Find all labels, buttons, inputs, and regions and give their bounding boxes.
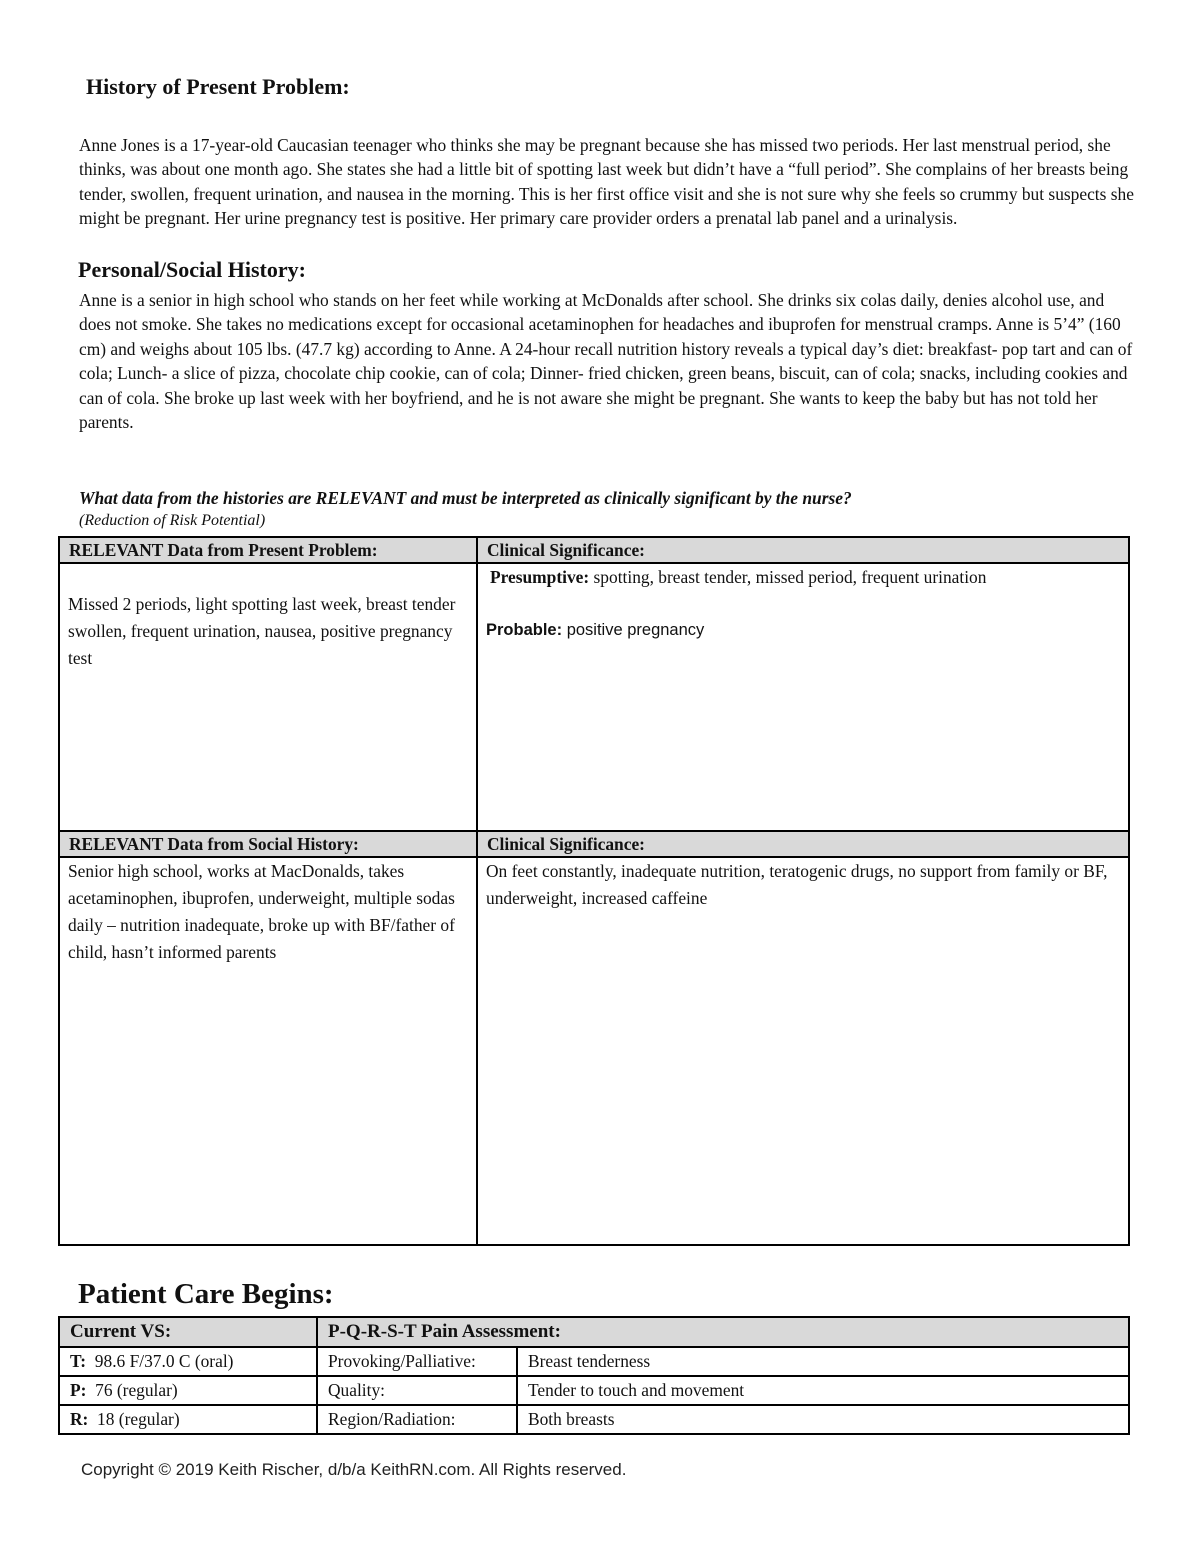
copyright-footer: Copyright © 2019 Keith Rischer, d/b/a KeithRN.com. All Rights reserved. (81, 1460, 627, 1479)
social-data-header: RELEVANT Data from Social History: (59, 831, 477, 857)
history-paragraph: Anne Jones is a 17-year-old Caucasian teenager who thinks she may be pregnant because she has missed two periods. Her last menstrual period, she thinks, was about one month ago. She states she had a little bit of spotting last week but didn’t have a “full period”. She complains of her breasts being tender, swollen, frequent urination, and nausea in the morning. This is her first office visit and she is not sure why she feels so crummy but suspects she might be pregnant. Her urine pregnancy test is positive. Her primary care provider orders a prenatal lab panel and a urinalysis. (79, 135, 1134, 229)
pain-label-cell: Quality: (317, 1376, 517, 1405)
vs-value: 76 (regular) (86, 1380, 178, 1400)
patient-care-heading: Patient Care Begins: (78, 1278, 334, 1310)
social-significance-cell[interactable] (477, 857, 1129, 1245)
social-heading: Personal/Social History: (78, 257, 306, 282)
present-significance-header: Clinical Significance: (477, 537, 1129, 563)
probable-text: positive pregnancy (562, 621, 705, 639)
presumptive-label: Presumptive: (490, 567, 590, 587)
social-data-text: Senior high school, works at MacDonalds, takes acetaminophen, ibuprofen, underweight, multiple sodas daily – nutrition inadequate, broke up with BF/father of child, hasn’t informed parents (68, 861, 455, 962)
vs-value: 98.6 F/37.0 C (oral) (86, 1351, 234, 1371)
pain-value-cell[interactable]: Both breasts (517, 1405, 1129, 1434)
vs-temp-cell[interactable] (59, 1347, 317, 1376)
history-heading: History of Present Problem: (86, 74, 350, 99)
pain-label-cell: Region/Radiation: (317, 1405, 517, 1434)
vs-header: Current VS: (59, 1317, 317, 1347)
relevant-data-table (58, 536, 1130, 1246)
vs-label: P: (70, 1380, 87, 1400)
vs-pulse-cell[interactable] (59, 1376, 317, 1405)
vs-label: R: (70, 1409, 89, 1429)
present-significance-cell[interactable] (477, 563, 1129, 831)
pain-header: P-Q-R-S-T Pain Assessment: (317, 1317, 1129, 1347)
care-row (59, 1347, 1129, 1376)
social-data-cell[interactable] (59, 857, 477, 1245)
social-significance-text: On feet constantly, inadequate nutrition, teratogenic drugs, no support from family or BF, underweight, increased caffeine (486, 861, 1108, 908)
probable-label: Probable: (486, 621, 563, 639)
vs-resp-cell[interactable] (59, 1405, 317, 1434)
relevance-question-subtitle: (Reduction of Risk Potential) (79, 512, 266, 529)
care-row (59, 1376, 1129, 1405)
care-row (59, 1405, 1129, 1434)
presumptive-text: spotting, breast tender, missed period, frequent urination (589, 567, 987, 587)
vs-value: 18 (regular) (88, 1409, 180, 1429)
pain-value-cell[interactable]: Tender to touch and movement (517, 1376, 1129, 1405)
vs-label: T: (70, 1351, 87, 1371)
pain-label-cell: Provoking/Palliative: (317, 1347, 517, 1376)
relevance-question: What data from the histories are RELEVANT and must be interpreted as clinically significant by the nurse? (79, 488, 852, 508)
social-paragraph: Anne is a senior in high school who stands on her feet while working at McDonalds after school. She drinks six colas daily, denies alcohol use, and does not smoke. She takes no medications except for occasional acetaminophen for headaches and ibuprofen for menstrual cramps. Anne is 5’4” (160 cm) and weighs about 105 lbs. (47.7 kg) according to Anne. A 24-hour recall nutrition history reveals a typical day’s diet: breakfast- pop tart and can of cola; Lunch- a slice of pizza, chocolate chip cookie, can of cola; Dinner- fried chicken, green beans, biscuit, can of cola; snacks, including cookies and can of cola. She broke up last week with her boyfriend, and he is not aware she might be pregnant. She wants to keep the baby but has not told her parents. (79, 290, 1133, 433)
present-data-cell[interactable] (59, 563, 477, 831)
pain-value-cell[interactable]: Breast tenderness (517, 1347, 1129, 1376)
present-data-header: RELEVANT Data from Present Problem: (59, 537, 477, 563)
social-significance-header: Clinical Significance: (477, 831, 1129, 857)
present-data-text: Missed 2 periods, light spotting last week, breast tender swollen, frequent urination, nausea, positive pregnancy test (68, 594, 456, 668)
patient-care-table (58, 1316, 1130, 1435)
